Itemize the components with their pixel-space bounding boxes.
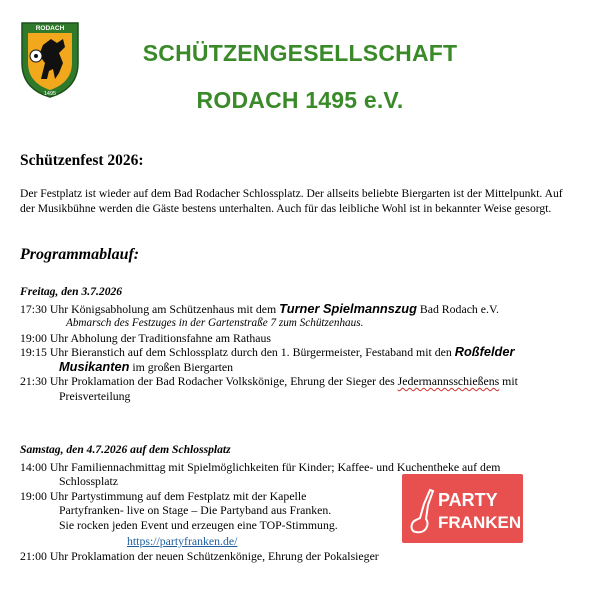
friday-line-3: 19:00 Uhr Abholung der Traditionsfahne am Rathaus [20,330,271,345]
saturday-line-4: Partyfranken- live on Stage – Die Partyband aus Franken. [59,503,332,517]
spellcheck-word: Jedermannsschießens [397,374,500,388]
party-logo-line2: FRANKEN [438,513,522,532]
partyfranken-logo [402,474,523,543]
event-heading: Schützenfest 2026: [20,152,144,169]
club-title-line2: RODACH 1495 e.V. [196,87,404,113]
logo-text-top: RODACH [35,25,65,32]
friday-line-1: 17:30 Uhr Königsabholung am Schützenhaus mit dem Turner Spielmannszug Bad Rodach e.V. [20,300,499,316]
guitar-icon [402,474,523,543]
band-name-rossfelder: Roßfelder [454,344,515,359]
saturday-line-6: 21:00 Uhr Proklamation der neuen Schützenkönige, Ehrung der Pokalsieger [20,548,379,563]
club-title-line1: SCHÜTZENGESELLSCHAFT [142,40,458,66]
saturday-line-3: 19:00 Uhr Partystimmung auf dem Festplatz mit der Kapelle [20,488,307,503]
party-logo-line1: PARTY [438,490,498,510]
friday-line-2: Abmarsch des Festzuges in der Gartenstraße 7 zum Schützenhaus. [66,317,364,329]
partyfranken-link[interactable]: https://partyfranken.de/ [127,534,238,548]
friday-line-5: Musikanten im großen Biergarten [59,358,234,374]
friday-line-6: 21:30 Uhr Proklamation der Bad Rodacher Volkskönige, Ehrung der Sieger des Jedermannsschießens mit [20,374,518,388]
friday-section [20,285,590,403]
saturday-line-1: 14:00 Uhr Familiennachmittag mit Spielmöglichkeiten für Kinder; Kaffee- und Kuchentheke auf dem [20,459,501,474]
event-intro: Der Festplatz ist wieder auf dem Bad Rodacher Schlossplatz. Der allseits beliebte Biergarten ist der Mittelpunkt. Auf der Musikbühne werden die Gäste bestens unterhalten. Auch für das leibliche Wohl ist in bekannter Weise gesorgt. [20,187,563,215]
saturday-day-heading: Samstag, den 4.7.2026 auf dem Schlossplatz [20,443,231,456]
friday-line-4: 19:15 Uhr Bieranstich auf dem Schlossplatz durch den 1. Bürgermeister, Festaband mit den Roßfelder [20,344,515,359]
program-heading: Programmablauf: [20,246,140,263]
logo-text-bottom: 1495 [43,91,57,97]
club-logo [19,19,81,99]
band-name-turner: Turner Spielmannszug [279,300,417,316]
friday-line-7: Preisverteilung [59,388,131,403]
saturday-line-2: Schlossplatz [59,474,118,488]
band-name-musikanten: Musikanten [59,358,130,374]
friday-day-heading: Freitag, den 3.7.2026 [20,285,123,298]
saturday-line-5: Sie rocken jeden Event und erzeugen eine TOP-Stimmung. [59,517,338,532]
